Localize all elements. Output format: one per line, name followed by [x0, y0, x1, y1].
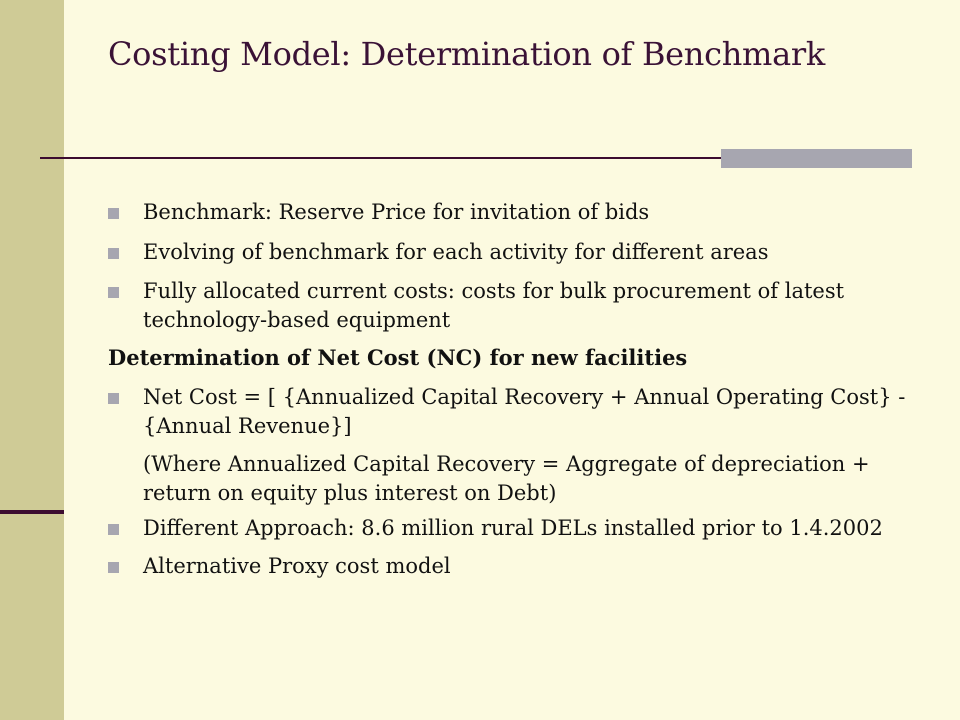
net-cost-note: (Where Annualized Capital Recovery = Aggregate of depreciation + return on equity plus interest on Debt) [143, 452, 870, 505]
bullet-net-cost-formula: Net Cost = [ {Annualized Capital Recovery + Annual Operating Cost} - {Annual Revenue}] [108, 383, 908, 441]
slide-title: Costing Model: Determination of Benchmark [108, 35, 825, 73]
net-cost-heading: Determination of Net Cost (NC) for new facilities [108, 345, 688, 370]
sidebar-divider [0, 510, 64, 514]
sidebar-panel [0, 0, 64, 720]
bullet-different-approach: Different Approach: 8.6 million rural DELs installed prior to 1.4.2002 [108, 514, 908, 543]
bullet-proxy-cost-model: Alternative Proxy cost model [108, 552, 908, 581]
title-underline-accent [721, 149, 912, 168]
bullet-evolving-benchmark: Evolving of benchmark for each activity for different areas [108, 238, 908, 267]
slide-body [108, 198, 908, 581]
bullet-benchmark: Benchmark: Reserve Price for invitation of bids [108, 198, 908, 227]
bullet-fully-allocated-costs: Fully allocated current costs: costs for bulk procurement of latest technology-based equipment [108, 277, 908, 335]
